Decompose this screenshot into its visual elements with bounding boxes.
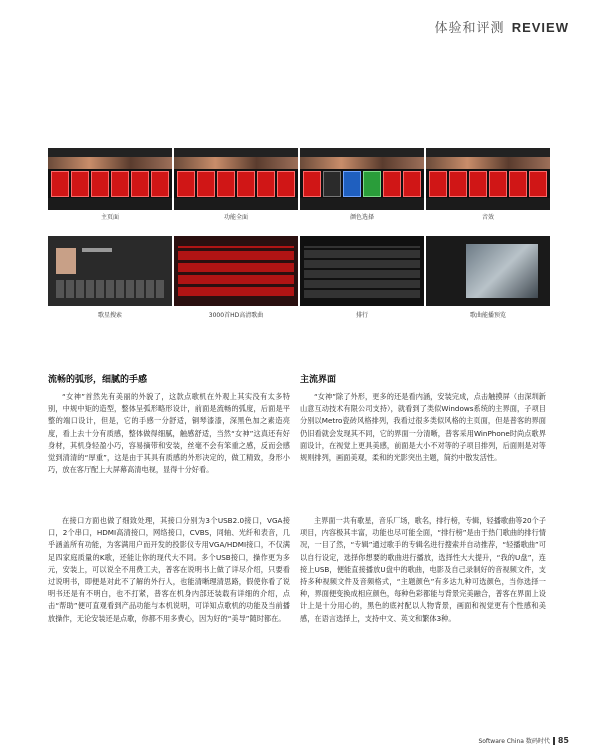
caption-functions: 功能全面 [223, 214, 248, 221]
screenshot-main-page [48, 148, 172, 210]
caption-ranking: 排行 [355, 312, 368, 319]
page-footer [478, 736, 569, 746]
section-header [435, 17, 569, 36]
left-paragraph-2: 在接口方面也做了细致处理，其接口分别为3个USB2.0接口，VGA接口，2个串口，HDMI高清接口，网络接口，CVBS，同轴、光纤和表音，几乎涵盖所有功能，为客满用户而开发的投影仪专用VGA/HDMI接口，不仅满足四家庭质量的K歌，还能让你的现代大不同。多个USB接口，操作更为多元，安装上，可以说全不用费工夫，普客在说明书上做了详尽介绍，只要看过说明书，即便是对此不了解的外行人，也能清晰理清思路，假使你看了说明书还是有不明白，也不打紧，普客在机身内部还装载有详细的介绍，点击“帮助”便可直观看到产品功能与本机说明，可详知点歌机的功能及当前播放操作，无论安装还是点歌，你都不用多费心，因为好的“美导”随时都在。 [48, 516, 290, 623]
right-column-heading: 主流界面 [300, 375, 337, 385]
caption-singer-search: 歌星搜索 [97, 312, 122, 319]
caption-main-page: 主页面 [100, 214, 119, 221]
left-column-heading: 流畅的弧形，细腻的手感 [48, 375, 148, 385]
screenshot-ranking [300, 236, 424, 306]
screenshot-color-select [300, 148, 424, 210]
screenshot-sound-effects [426, 148, 550, 210]
screenshot-hd-songs [174, 236, 298, 306]
section-title: 体验和评测 [434, 21, 505, 36]
right-paragraph-1: “女神”除了外形，更多的还是看内涵，安装完成，点击触摸屏（由深圳新山意互动技术有限公司支持），就看到了类似Windows系统的主界面，子项目分别以Metro瓷砖风格排列，我看过很多类似风格的主页面，但是普客的界面仍旧看就会发现其不同，它的界面一分清晰，普客采用WinPhone时尚点歌界面设计，在视觉上更具美感，前面是大小不对等的子项目排列，后面则是对等规则排列，画面美观，柔和的光影突出主题，简约中散发活性。 [300, 392, 546, 463]
caption-hd-songs: 3000首HD高清歌曲 [208, 312, 264, 319]
section-title-en: REVIEW [511, 20, 569, 35]
page-number: 85 [557, 735, 569, 745]
caption-color-select: 颜色选择 [349, 214, 374, 221]
footer-divider [553, 737, 555, 745]
left-paragraph-1: “女神”首然先有美丽的外貌了，这款点歌机在外观上其实没有太多特别，中规中矩的造型，整体呈弧形略形设计，前面是流畅的弧度，后面是平整的端口设计，但是，它的手感一分舒适，铜琴漆漆，深黑色加之素造亮度，看上去十分有质感，整体做得细腻，触感舒适，当然“女神”这真还有好身材，其机身轻盈小巧，容易摘带和安装，丝毫不会有笨重之感，反而会感觉到清清的“厚重”，这是由于其具有质感的外形决定的，做工精致，身形小巧，放在客厅配上大屏幕高清电视，显得十分好看。 [48, 392, 290, 475]
caption-sound-effects: 音效 [481, 214, 494, 221]
caption-preview: 歌曲能播预览 [469, 312, 506, 319]
screenshot-functions [174, 148, 298, 210]
right-paragraph-2: 主界面一共有歌星，音乐厂场，歌名，排行榜，专辑，轻播歌曲等20个子项目，内容极其丰富，功能也尽可能全面，“排行榜”是由于热门歌曲的排行情况，一目了然，“专辑”通过歌手的专辑名进行搜索并自动推荐，“轻播歌曲”可以自行设定，选择你想要的歌曲进行播放，选择性大大提升，“我的U盘”，连接上USB，便能直接播放U盘中的歌曲，电影及自己录制好的音视频文件，支持多种视频文件及音频格式，“主题颜色”有多达九种可选颜色，当你选择一种，界面便变换成相应颜色，每种色彩都能与背景完美融合，普客在界面上设计上是十分用心的，黑色的底衬配以人物背景，画面和视觉更有个性感和美感，在语言选择上，支持中文、英文和繁体3种。 [300, 516, 546, 623]
screenshot-singer-search [48, 236, 172, 306]
footer-brand: Software China 数码时代 [478, 737, 550, 745]
screenshot-preview [426, 236, 550, 306]
